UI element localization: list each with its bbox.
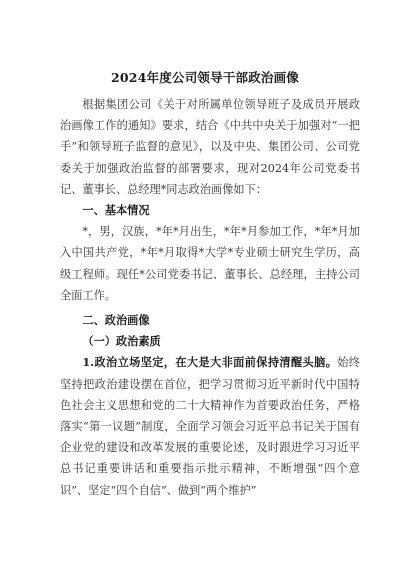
- point-1-text: 始终坚持把政治建设摆在首位，把学习贯彻习近平新时代中国特色社会主义思想和党的二十大精神作为首要政治任务，严格落实“第一议题”制度，全面学习领会习近平总书记关于国有企业党的建设和改革发展的重要论述，及时跟进学习习近平总书记重要讲话和重要指示批示精神，不断增强“四个意识”、坚定“四个自信”、做到“两个维护”: [60, 356, 360, 497]
- basic-info-paragraph: *，男，汉族，*年*月出生，*年*月参加工作，*年*月加入中国共产党，*年*月取得*大学*专业硕士研究生学历，高级工程师。现任*公司党委书记、董事长、总经理，主持公司全面工作。: [60, 225, 360, 302]
- point-1-lead: 1.政治立场坚定，在大是大非面前保持清醒头脑。: [82, 355, 338, 370]
- document-body: [60, 94, 360, 501]
- section-heading-political-portrait: 二、政治画像: [82, 314, 150, 328]
- intro-paragraph: 根据集团公司《关于对所属单位领导班子及成员开展政治画像工作的通知》要求，结合《中共中央关于加强对“一把手”和领导班子监督的意见》，以及中央、集团公司、公司党委关于加强政治监督的部署要求，现对2024年公司党委书记、董事长、总经理*同志政治画像如下：: [60, 98, 360, 196]
- document-title: 2024年度公司领导干部政治画像: [111, 70, 299, 85]
- subsection-heading-political-quality: （一）政治素质: [82, 334, 161, 349]
- section-heading-basic-info: 一、基本情况: [82, 204, 150, 218]
- point-1-paragraph: [60, 352, 360, 500]
